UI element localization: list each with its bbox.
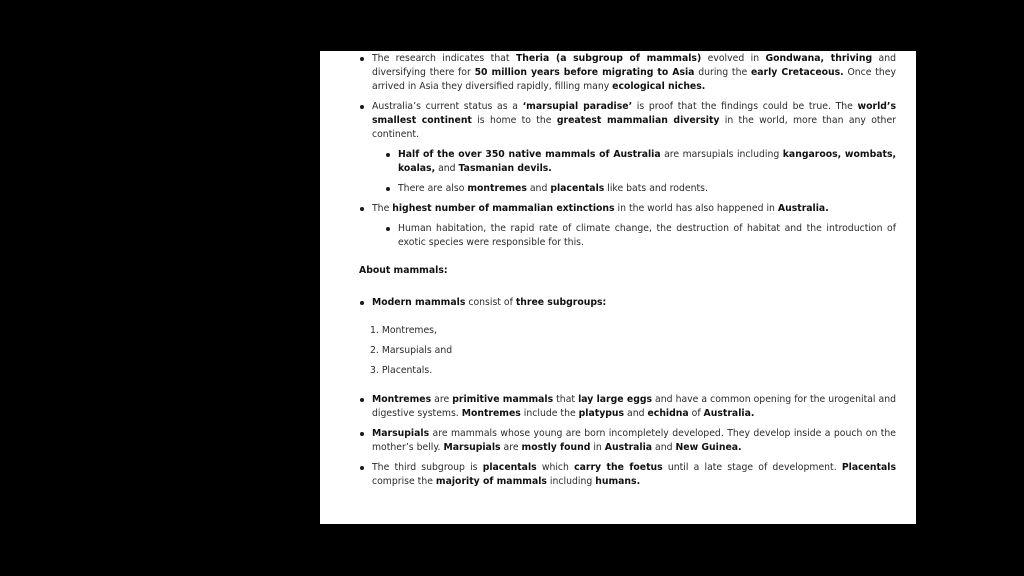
bold-text: greatest mammalian diversity: [556, 115, 720, 126]
bullet-text: [398, 223, 896, 248]
text-run: are marsupials including: [660, 149, 783, 160]
bullet-item: [359, 461, 896, 489]
text-run: until a late stage of development.: [662, 462, 842, 473]
text-run: that: [553, 394, 579, 405]
subgroup-item: 2. Marsupials and: [370, 345, 453, 356]
bullet-item: [359, 393, 896, 421]
bold-text: world’s smallest continent: [372, 101, 896, 126]
bold-text: three subgroups:: [515, 297, 607, 308]
bold-text: Half of the over 350 native mammals of Australia: [398, 149, 661, 160]
text-run: and: [526, 183, 551, 194]
bold-text: lay large eggs: [578, 394, 653, 405]
text-run: in the world, more than any other continent.: [372, 115, 896, 140]
bold-text: carry the foetus: [574, 462, 663, 473]
bullet-item: [385, 182, 896, 196]
text-run: Australia’s current status as a: [372, 101, 523, 112]
bold-text: Australia.: [777, 203, 829, 214]
bold-text: 50 million years before migrating to Asia: [474, 67, 695, 78]
text-run: and: [624, 408, 648, 419]
bold-text: Theria (a subgroup of mammals): [515, 53, 702, 64]
bullet-text: [372, 101, 896, 140]
bullet-text: [372, 203, 829, 214]
text-run: and diversifying there for: [372, 53, 896, 78]
text-run: is home to the: [471, 115, 557, 126]
text-run: are: [431, 394, 453, 405]
text-run: consist of: [465, 297, 516, 308]
bold-text: Modern mammals: [372, 297, 466, 308]
bold-text: Marsupials: [372, 428, 430, 439]
bold-text: platypus: [578, 408, 625, 419]
bold-text: kangaroos, wombats, koalas,: [398, 149, 897, 174]
bullet-item: [359, 52, 896, 94]
text-run: in: [590, 442, 605, 453]
bullet-text: [372, 394, 896, 419]
bold-text: Montremes: [372, 394, 432, 405]
text-run: including: [546, 476, 596, 487]
bullet-text: [372, 53, 896, 92]
subgroup-item: 1. Montremes,: [370, 325, 437, 336]
bold-text: ‘marsupial paradise’: [522, 101, 633, 112]
bold-text: Tasmanian devils.: [458, 163, 552, 174]
bold-text: echidna: [647, 408, 689, 419]
bold-text: early Cretaceous.: [750, 67, 844, 78]
bullet-item: [359, 427, 896, 455]
bold-text: New Guinea.: [675, 442, 742, 453]
bullet-text: [372, 428, 896, 453]
bullet-item: [359, 100, 896, 196]
modern-mammals-list: [359, 296, 896, 310]
text-run: evolved in: [701, 53, 766, 64]
bold-text: Australia.: [703, 408, 755, 419]
text-run: and have a common opening for the urogenital and digestive systems.: [372, 394, 896, 419]
modern-mammals-bullet: [359, 296, 896, 310]
text-run: include the: [520, 408, 579, 419]
text-run: in the world has also happened in: [614, 203, 778, 214]
bullet-text: [372, 462, 896, 487]
bold-text: majority of mammals: [435, 476, 547, 487]
bold-text: Australia: [604, 442, 653, 453]
text-run: comprise the: [372, 476, 436, 487]
bold-text: primitive mammals: [452, 394, 554, 405]
text-run: which: [536, 462, 575, 473]
about-mammals-heading: About mammals:: [359, 265, 448, 276]
bold-text: ecological niches.: [612, 81, 706, 92]
document-page: [320, 51, 916, 524]
bold-text: Marsupials: [443, 442, 501, 453]
text-run: There are also: [398, 183, 468, 194]
text-run: The research indicates that: [372, 53, 516, 64]
subgroup-numbered-list: [370, 324, 896, 378]
bullet-text: [398, 183, 708, 194]
sub-bullet-list: [385, 148, 896, 196]
bullet-text: [398, 149, 896, 174]
bold-text: Placentals: [841, 462, 896, 473]
sub-bullet-list: [385, 222, 896, 250]
top-bullet-list: [359, 52, 896, 250]
text-run: The third subgroup is: [372, 462, 483, 473]
bullet-item: [385, 148, 896, 176]
text-run: and: [435, 163, 459, 174]
bold-text: Gondwana, thriving: [765, 53, 873, 64]
bullet-item: [385, 222, 896, 250]
bold-text: placentals: [482, 462, 537, 473]
text-run: is proof that the findings could be true. The: [632, 101, 858, 112]
text-run: are mammals whose young are born incompletely developed. They develop inside a pouch on the mother’s belly.: [372, 428, 896, 453]
text-run: Human habitation, the rapid rate of climate change, the destruction of habitat and the introduction of exotic species were responsible for this.: [398, 223, 896, 248]
bold-text: montremes: [467, 183, 527, 194]
text-run: during the: [694, 67, 751, 78]
bold-text: placentals: [550, 183, 605, 194]
text-run: like bats and rodents.: [604, 183, 708, 194]
subgroup-item: 3. Placentals.: [370, 365, 433, 376]
text-run: and: [652, 442, 676, 453]
bullet-item: [359, 202, 896, 250]
text-run: of: [688, 408, 704, 419]
bold-text: humans.: [595, 476, 641, 487]
bold-text: Montremes: [461, 408, 521, 419]
text-run: are: [500, 442, 522, 453]
document-content: [359, 52, 896, 495]
text-run: Once they arrived in Asia they diversified rapidly, filling many: [372, 67, 896, 92]
bold-text: mostly found: [521, 442, 591, 453]
text-run: The: [372, 203, 393, 214]
bottom-bullet-list: [359, 393, 896, 489]
bold-text: highest number of mammalian extinctions: [392, 203, 615, 214]
